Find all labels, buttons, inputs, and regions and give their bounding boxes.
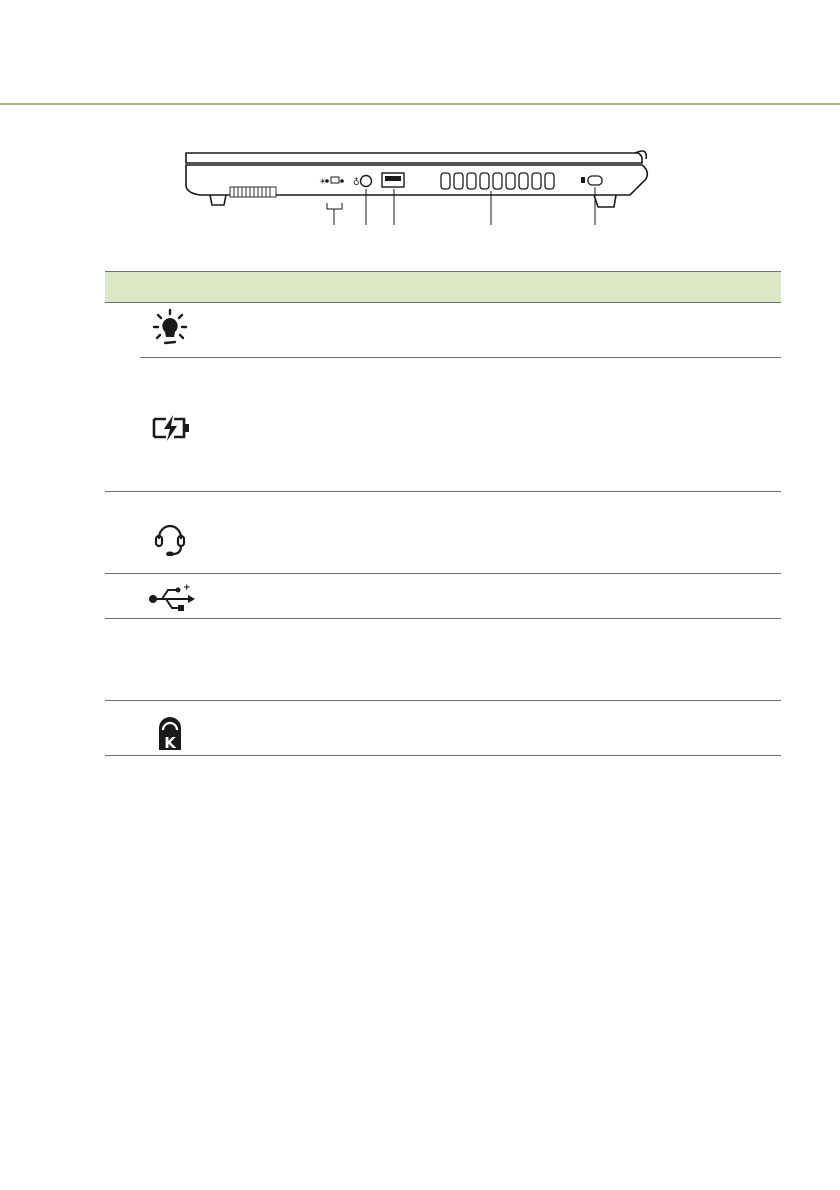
row-divider — [105, 700, 781, 701]
laptop-side-view-illustration — [180, 145, 652, 230]
usb-icon — [140, 579, 200, 619]
svg-text:+: + — [183, 583, 191, 593]
laptop-side-view-diagram — [180, 145, 652, 230]
battery-charging-icon — [140, 408, 200, 448]
page-top-rule — [0, 103, 840, 105]
row-divider — [105, 491, 781, 492]
svg-text:K: K — [164, 734, 176, 752]
kensington-lock-icon — [140, 712, 200, 752]
headset-icon — [140, 516, 200, 556]
row-divider — [105, 573, 781, 574]
row-divider — [140, 357, 781, 358]
row-divider — [105, 618, 781, 619]
light-bulb-icon — [140, 307, 200, 347]
table-header — [105, 271, 781, 303]
svg-text:☀: ☀ — [319, 177, 327, 186]
table-bottom-rule — [105, 755, 781, 756]
svg-text:♁: ♁ — [353, 178, 360, 188]
